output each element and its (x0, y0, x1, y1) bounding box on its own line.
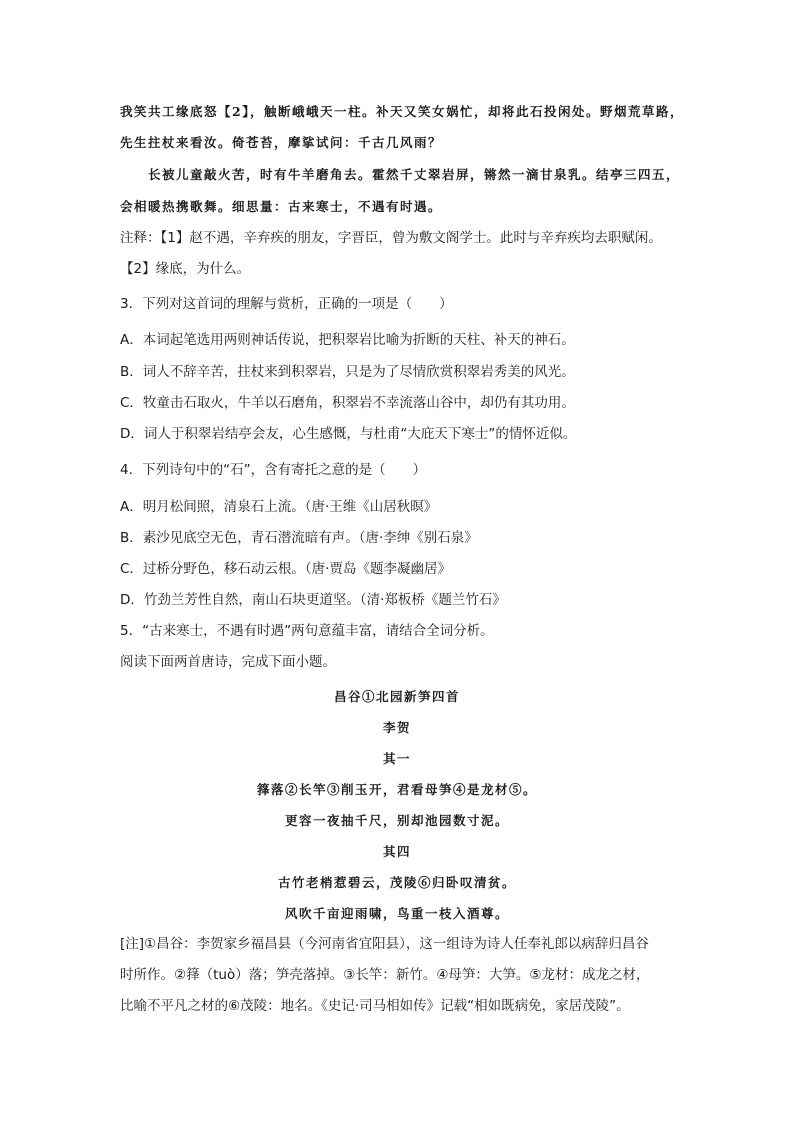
poem-part-4-label: 其四 (382, 844, 411, 859)
question-3-stem: 3．下列对这首词的理解与赏析，正确的一项是（ ） (120, 296, 453, 312)
ci-note-1: 注释：【1】赵不遇，辛弃疾的朋友，字晋臣，曾为敷文阁学士。此时与辛弃疾均去职赋闲。 (120, 230, 662, 246)
question-4-option-b: B．素沙见底空无色，青石潜流暗有声。（唐·李绅《别石泉》 (120, 530, 478, 546)
ci-poem-line-1: 我笑共工缘底怒【2】，触断峨峨天一柱。补天又笑女娲忙，却将此石投闲处。野烟荒草路， (120, 104, 684, 119)
poem-note-2: 时所作。②箨（tuò）落；笋壳落掉。③长竿：新竹。④母笋：大笋。⑤龙材：成龙之材， (120, 967, 650, 983)
section-intro: 阅读下面两首唐诗，完成下面小题。 (120, 654, 336, 670)
question-4-option-a: A．明月松间照，清泉石上流。（唐·王维《山居秋暝》 (120, 499, 438, 515)
poem-part-1-label: 其一 (382, 751, 411, 766)
ci-poem-line-4: 会相暖热携歌舞。细思量：古来寒士，不遇有时遇。 (120, 199, 443, 214)
ci-poem-line-3: 长被儿童敲火苦，时有牛羊磨角去。霍然千丈翠岩屏，锵然一滴甘泉乳。结亭三四五， (148, 167, 681, 182)
poem-author: 李贺 (382, 720, 411, 735)
question-3-option-c: C．牧童击石取火，牛羊以石磨角，积翠岩不幸流落山谷中，却仍有其功用。 (120, 395, 575, 411)
poem-note-3: 比喻不平凡之材的⑥茂陵：地名。《史记·司马相如传》记载“相如既病免，家居茂陵”。 (120, 998, 630, 1014)
poem-note-1: [注]①昌谷：李贺家乡福昌县（今河南省宜阳县），这一组诗为诗人任奉礼郎以病辞归昌谷 (120, 936, 649, 952)
question-5-stem: 5．“古来寒士，不遇有时遇”两句意蕴丰富，请结合全词分析。 (120, 623, 494, 639)
poem-part-1-line-2: 更容一夜抽千尺，别却池园数寸泥。 (284, 813, 509, 828)
question-4-option-d: D．竹劲兰芳性自然，南山石块更道坚。（清·郑板桥《题兰竹石》 (120, 592, 506, 608)
poem-part-4-line-2: 风吹千亩迎雨啸，鸟重一枝入酒尊。 (284, 906, 509, 921)
question-4-option-c: C．过桥分野色，移石动云根。（唐·贾岛《题李凝幽居》 (120, 561, 451, 577)
poem-part-4-line-1: 古竹老梢惹碧云，茂陵⑥归卧叹清贫。 (277, 875, 516, 890)
question-3-option-b: B．词人不辞辛苦，拄杖来到积翠岩，只是为了尽情欣赏积翠岩秀美的风光。 (120, 364, 575, 380)
poem-title: 昌谷①北园新笋四首 (333, 689, 460, 704)
question-4-stem: 4．下列诗句中的“石”，含有寄托之意的是（ ） (120, 462, 427, 478)
poem-part-1-line-1: 箨落②长竿③削玉开，君看母笋④是龙材⑤。 (256, 782, 537, 797)
ci-poem-line-2: 先生拄杖来看汝。倚苍苔，摩挲试问：千古几风雨？ (120, 135, 443, 150)
question-3-option-a: A．本词起笔选用两则神话传说，把积翠岩比喻为折断的天柱、补天的神石。 (120, 332, 575, 348)
question-3-option-d: D．词人于积翠岩结亭会友，心生感慨，与杜甫“大庇天下寒士”的情怀近似。 (120, 426, 577, 442)
ci-note-2: 【2】缘底，为什么。 (120, 261, 251, 277)
